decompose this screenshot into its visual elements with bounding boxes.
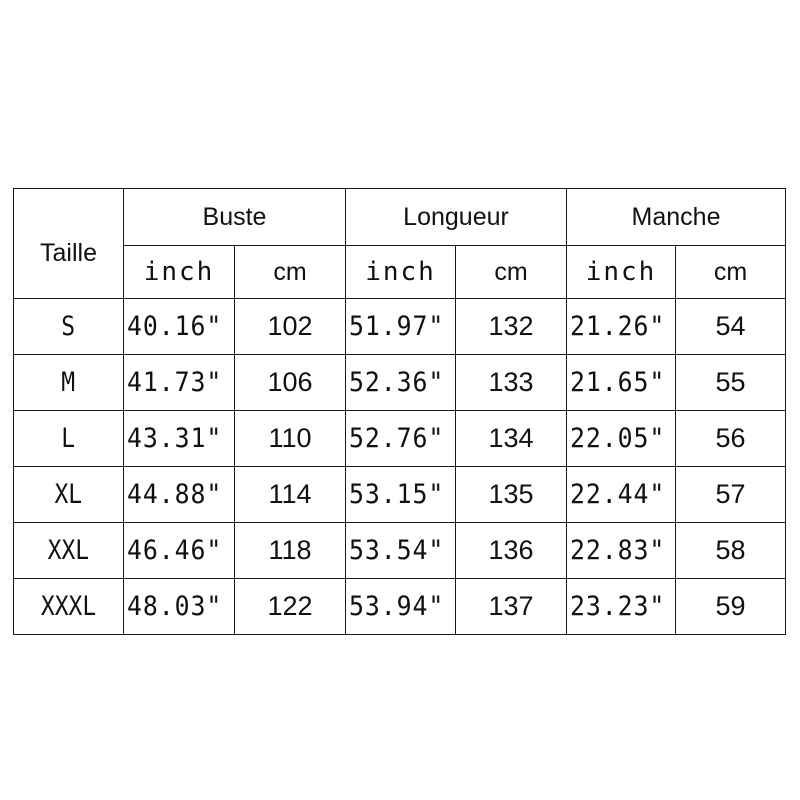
size-chart-table	[13, 188, 786, 635]
unit-header-manche-inch: inch	[567, 246, 676, 299]
longueur-inch-cell: 52.76"	[346, 411, 456, 467]
unit-header-manche-cm: cm	[676, 246, 786, 299]
buste-cm-cell: 122	[235, 579, 346, 635]
manche-inch-cell: 23.23"	[567, 579, 676, 635]
manche-inch-cell: 21.26"	[567, 299, 676, 355]
table-row	[14, 579, 786, 635]
unit-header-longueur-inch: inch	[346, 246, 456, 299]
buste-cm-cell: 110	[235, 411, 346, 467]
longueur-inch-cell: 53.15"	[346, 467, 456, 523]
buste-inch-cell: 40.16"	[124, 299, 235, 355]
manche-inch-cell: 21.65"	[567, 355, 676, 411]
longueur-cm-cell: 137	[456, 579, 567, 635]
buste-inch-cell: 44.88"	[124, 467, 235, 523]
longueur-cm-cell: 132	[456, 299, 567, 355]
longueur-cm-cell: 133	[456, 355, 567, 411]
size-header-cell	[14, 189, 124, 299]
longueur-inch-cell: 53.94"	[346, 579, 456, 635]
group-header-buste: Buste	[124, 189, 346, 246]
size-cell: XL	[14, 467, 124, 523]
longueur-inch-cell: 52.36"	[346, 355, 456, 411]
unit-header-buste-inch: inch	[124, 246, 235, 299]
buste-inch-cell: 43.31"	[124, 411, 235, 467]
unit-header-buste-cm: cm	[235, 246, 346, 299]
manche-cm-cell: 54	[676, 299, 786, 355]
longueur-inch-cell: 51.97"	[346, 299, 456, 355]
buste-inch-cell: 46.46"	[124, 523, 235, 579]
header-row-units	[14, 246, 786, 299]
manche-cm-cell: 58	[676, 523, 786, 579]
buste-inch-cell: 48.03"	[124, 579, 235, 635]
buste-cm-cell: 102	[235, 299, 346, 355]
size-cell: S	[14, 299, 124, 355]
table-row	[14, 523, 786, 579]
longueur-cm-cell: 134	[456, 411, 567, 467]
longueur-cm-cell: 136	[456, 523, 567, 579]
header-row-groups	[14, 189, 786, 246]
unit-header-longueur-cm: cm	[456, 246, 567, 299]
manche-cm-cell: 56	[676, 411, 786, 467]
buste-cm-cell: 106	[235, 355, 346, 411]
manche-inch-cell: 22.83"	[567, 523, 676, 579]
group-header-longueur: Longueur	[346, 189, 567, 246]
longueur-cm-cell: 135	[456, 467, 567, 523]
manche-cm-cell: 59	[676, 579, 786, 635]
size-cell: XXXL	[14, 579, 124, 635]
buste-cm-cell: 114	[235, 467, 346, 523]
buste-cm-cell: 118	[235, 523, 346, 579]
table-row	[14, 467, 786, 523]
size-cell: XXL	[14, 523, 124, 579]
size-cell: L	[14, 411, 124, 467]
manche-inch-cell: 22.44"	[567, 467, 676, 523]
table-row	[14, 299, 786, 355]
manche-inch-cell: 22.05"	[567, 411, 676, 467]
size-header-label: Taille	[40, 239, 97, 267]
table-row	[14, 411, 786, 467]
longueur-inch-cell: 53.54"	[346, 523, 456, 579]
table-row	[14, 355, 786, 411]
size-cell: M	[14, 355, 124, 411]
group-header-manche: Manche	[567, 189, 786, 246]
buste-inch-cell: 41.73"	[124, 355, 235, 411]
manche-cm-cell: 55	[676, 355, 786, 411]
manche-cm-cell: 57	[676, 467, 786, 523]
